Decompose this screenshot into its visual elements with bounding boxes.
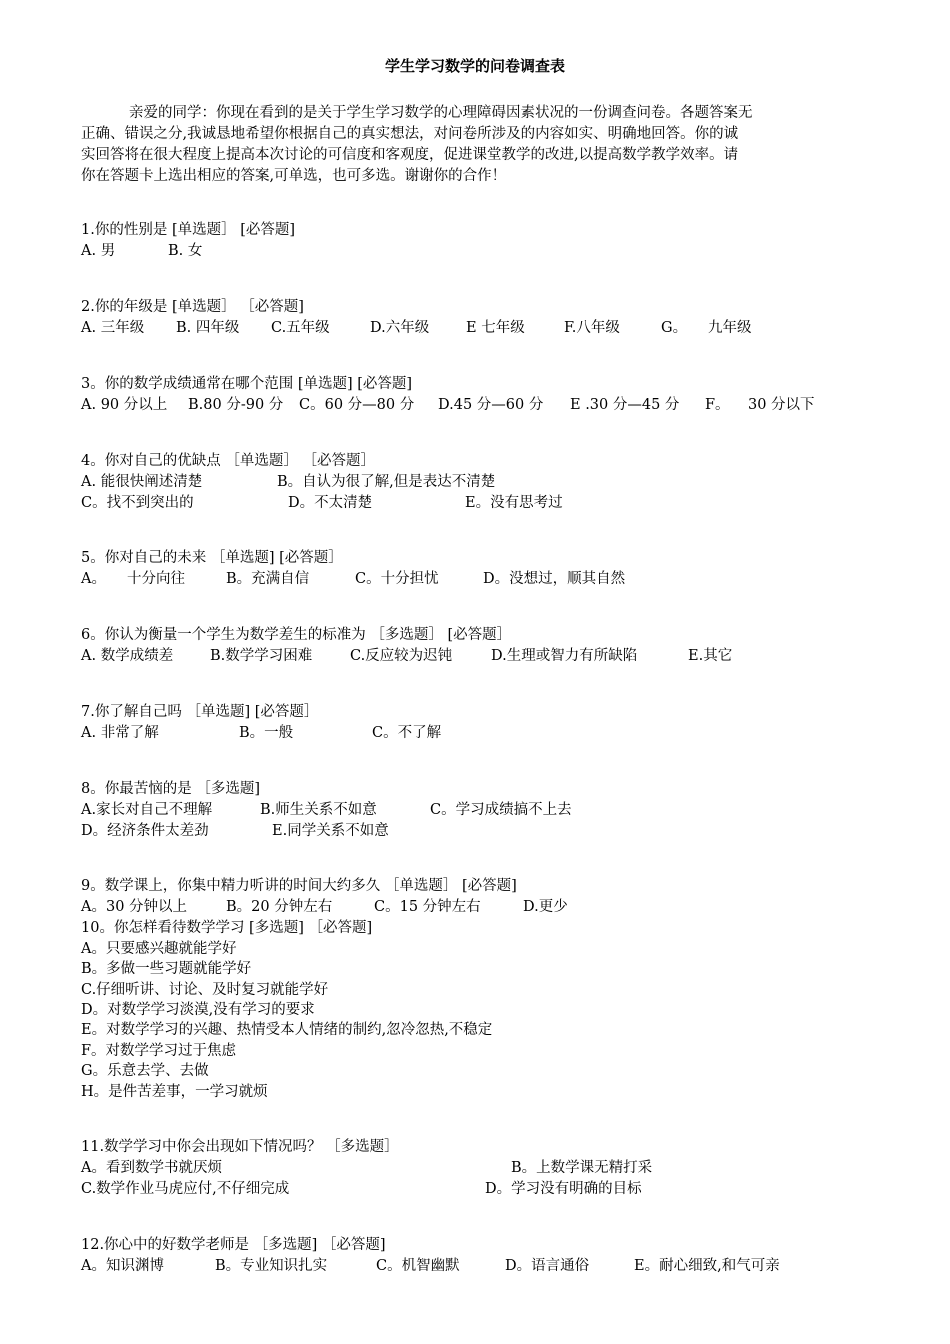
option[interactable]: A. 男 (81, 243, 116, 259)
option[interactable]: D.45 分—60 分 (438, 397, 544, 413)
option[interactable]: A. 90 分以上 (81, 397, 168, 413)
option[interactable]: H。是件苦差事，一学习就烦 (81, 1084, 268, 1100)
option[interactable]: C。机智幽默 (376, 1258, 460, 1274)
question-stem: 6。你认为衡量一个学生为数学差生的标准为 ［多选题］ [必答题］ (81, 627, 512, 643)
option[interactable]: D.更少 (523, 899, 568, 915)
option[interactable]: C。60 分—80 分 (299, 397, 415, 413)
option[interactable]: A。看到数学书就厌烦 (81, 1160, 222, 1176)
option[interactable]: A。知识渊博 (81, 1258, 164, 1274)
intro-line: 正确、错误之分,我诚恳地希望你根据自己的真实想法，对问卷所涉及的内容如实、明确地回答。你的诚 (81, 126, 739, 142)
option[interactable]: E.同学关系不如意 (272, 823, 389, 839)
intro-line: 你在答题卡上选出相应的答案,可单选，也可多选。谢谢你的合作！ (81, 168, 507, 184)
option[interactable]: D。没想过，顺其自然 (483, 571, 626, 587)
option[interactable]: D。对数学学习淡漠,没有学习的要求 (81, 1002, 315, 1018)
option[interactable]: E.其它 (688, 648, 733, 664)
option[interactable]: C.数学作业马虎应付,不仔细完成 (81, 1181, 290, 1197)
option[interactable]: B。多做一些习题就能学好 (81, 961, 252, 977)
option[interactable]: B.数学学习困难 (210, 648, 313, 664)
page-title: 学生学习数学的问卷调查表 (384, 57, 565, 75)
option[interactable]: B。20 分钟左右 (226, 899, 333, 915)
option[interactable]: B.80 分-90 分 (188, 397, 284, 413)
option[interactable]: B.师生关系不如意 (260, 802, 377, 818)
intro-line: 亲爱的同学：你现在看到的是关于学生学习数学的心理障碍因素状况的一份调查问卷。各题答案无 (129, 105, 753, 121)
option[interactable]: C。不了解 (372, 725, 442, 741)
option[interactable]: B. 女 (168, 243, 203, 259)
option[interactable]: C。学习成绩搞不上去 (430, 802, 572, 818)
option[interactable]: A. 数学成绩差 (81, 648, 174, 664)
option[interactable]: D。不太清楚 (288, 495, 373, 511)
option[interactable]: 九年级 (708, 320, 752, 336)
intro-line: 实回答将在很大程度上提高本次讨论的可信度和客观度，促进课堂教学的改进,以提高数学教学效率。请 (81, 147, 739, 163)
option[interactable]: A。 (81, 571, 106, 587)
option[interactable]: E。对数学学习的兴趣、热情受本人情绪的制约,忽冷忽热,不稳定 (81, 1022, 493, 1038)
option[interactable]: A. 三年级 (81, 320, 145, 336)
option[interactable]: G。乐意去学、去做 (81, 1063, 209, 1079)
option[interactable]: G。 (661, 320, 688, 336)
question-stem: 7.你了解自己吗 ［单选题] [必答题］ (81, 704, 319, 720)
option[interactable]: A. 非常了解 (81, 725, 159, 741)
option[interactable]: D.生理或智力有所缺陷 (491, 648, 638, 664)
option[interactable]: E。耐心细致,和气可亲 (634, 1258, 780, 1274)
question-stem: 5。你对自己的未来 ［单选题] [必答题］ (81, 550, 343, 566)
option[interactable]: A. 能很快阐述清楚 (81, 474, 203, 490)
option[interactable]: A。30 分钟以上 (81, 899, 188, 915)
question-stem: 3。你的数学成绩通常在哪个范围 [单选题] [必答题] (81, 376, 413, 392)
question-stem: 8。你最苦恼的是 ［多选题] (81, 781, 260, 797)
question-stem: 12.你心中的好数学老师是 ［多选题] ［必答题] (81, 1237, 386, 1253)
option[interactable]: C.反应较为迟钝 (350, 648, 453, 664)
option[interactable]: E 七年级 (466, 320, 525, 336)
question-stem: 1.你的性别是 [单选题］ [必答题] (81, 222, 296, 238)
question-stem: 9。数学课上，你集中精力听讲的时间大约多久 ［单选题］ [必答题] (81, 878, 517, 894)
option[interactable]: B。上数学课无精打采 (511, 1160, 653, 1176)
question-stem: 2.你的年级是 [单选题］ ［必答题] (81, 299, 304, 315)
question-stem: 10。你怎样看待数学学习 [多选题] ［必答题] (81, 920, 373, 936)
option[interactable]: C。15 分钟左右 (374, 899, 481, 915)
option[interactable]: B。充满自信 (226, 571, 310, 587)
option[interactable]: 30 分以下 (748, 397, 815, 413)
option[interactable]: B。专业知识扎实 (215, 1258, 328, 1274)
option[interactable]: C.仔细听讲、讨论、及时复习就能学好 (81, 982, 329, 998)
question-stem: 11.数学学习中你会出现如下情况吗？ ［多选题］ (81, 1139, 399, 1155)
option[interactable]: D.六年级 (370, 320, 430, 336)
option[interactable]: E .30 分—45 分 (570, 397, 680, 413)
option[interactable]: D。语言通俗 (505, 1258, 590, 1274)
intro-paragraph (81, 103, 856, 187)
question-stem: 4。你对自己的优缺点 ［单选题］ ［必答题］ (81, 453, 375, 469)
option[interactable]: 十分向往 (127, 571, 185, 587)
option[interactable]: B。自认为很了解,但是表达不清楚 (277, 474, 496, 490)
option[interactable]: F。 (705, 397, 730, 413)
option[interactable]: A。只要感兴趣就能学好 (81, 941, 237, 957)
option[interactable]: D。经济条件太差劲 (81, 823, 209, 839)
option[interactable]: B. 四年级 (176, 320, 240, 336)
option[interactable]: E。没有思考过 (465, 495, 563, 511)
option[interactable]: C。十分担忧 (355, 571, 439, 587)
option[interactable]: F。对数学学习过于焦虑 (81, 1043, 237, 1059)
option[interactable]: D。学习没有明确的目标 (485, 1181, 642, 1197)
option[interactable]: B。一般 (239, 725, 294, 741)
option[interactable]: C。找不到突出的 (81, 495, 194, 511)
option[interactable]: F.八年级 (564, 320, 620, 336)
option[interactable]: C.五年级 (271, 320, 330, 336)
option[interactable]: A.家长对自己不理解 (81, 802, 213, 818)
